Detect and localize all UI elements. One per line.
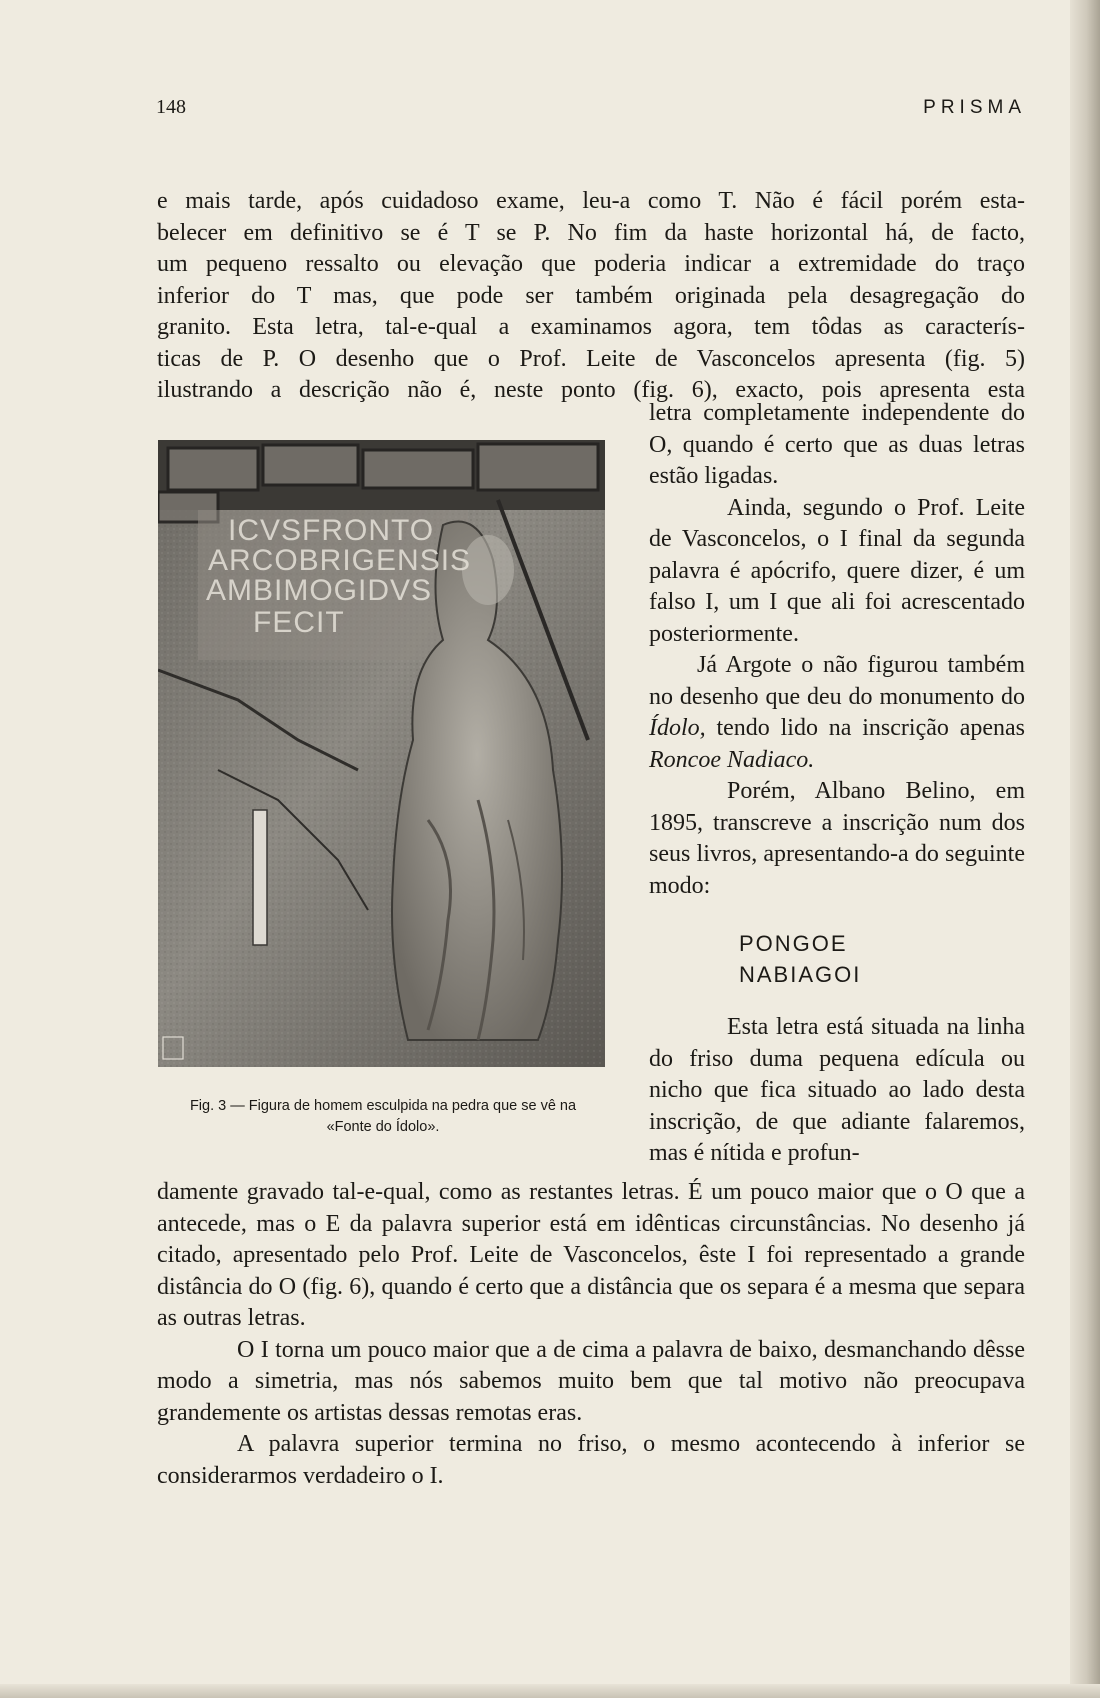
text-line: granito. Esta letra, tal-e-qual a examinamos agora, tem tôdas as caracterís- <box>157 314 1025 340</box>
paragraph: Ainda, segundo o Prof. Leite de Vasconcelos, o I final da segunda palavra é apócrifo, quere dizer, é um falso I, um I que ali foi acrescentado posteriormente. <box>649 494 1025 647</box>
paragraph <box>649 650 1025 776</box>
text-line: belecer em definitivo se é T se P. No fim da haste horizontal há, de facto, <box>157 219 1025 246</box>
inscription-block <box>739 928 879 990</box>
caption-line: «Fonte do Ídolo». <box>326 1119 440 1135</box>
top-text-block <box>157 186 1025 407</box>
paragraph: Porém, Albano Belino, em 1895, transcreve a inscrição num dos seus livros, apresentando-a do seguinte modo: <box>649 778 1025 899</box>
caption-line: Fig. 3 — Figura de homem esculpida na pedra que se vê na <box>189 1098 577 1114</box>
text-line: inferior do T mas, que pode ser também originada pela desagregação do <box>157 282 1025 309</box>
inscription-line: PONGOE <box>739 931 848 956</box>
paragraph: A palavra superior termina no friso, o mesmo acontecendo à inferior se considerarmos verdadeiro o I. <box>157 1431 1025 1489</box>
stone-inscription-line: ARCOBRIGENSIS <box>208 544 472 577</box>
text-line: um pequeno ressalto ou elevação que poderia indicar a extremidade do traço <box>157 251 1025 277</box>
text-line: e mais tarde, após cuidadoso exame, leu-a como T. Não é fácil porém esta- <box>157 188 1025 214</box>
side-text-column <box>649 398 1025 1170</box>
text-run: Já Argote o não figurou também no desenho que deu do monumento do <box>649 652 1025 710</box>
text-line: ticas de P. O desenho que o Prof. Leite de Vasconcelos apresenta (fig. 5) <box>157 345 1025 372</box>
journal-title: PRISMA <box>923 97 1026 118</box>
paragraph: O I torna um pouco maior que a de cima a palavra de baixo, desmanchando dêsse modo a simetria, mas nós sabemos muito bem que tal motivo não preocupava grandemente os artistas dessas remotas eras. <box>157 1336 1025 1426</box>
page-edge <box>1070 0 1100 1698</box>
stone-relief-photo <box>158 440 605 1067</box>
page-bottom-edge <box>0 1684 1100 1698</box>
paragraph: damente gravado tal-e-qual, como as restantes letras. É um pouco maior que o O que a antecede, mas o E da palavra superior está em idênticas circunstâncias. No desenho já citado, apresentado pelo Prof. Leite de Vasconcelos, êste I foi representado a grande distância do O (fig. 6), quando é certo que a distância que os separa é a mesma que separa as outras letras. <box>157 1179 1025 1331</box>
stone-inscription-line: FECIT <box>253 606 345 639</box>
text-run: tendo lido na inscrição apenas <box>705 715 1025 741</box>
inscription-line: NABIAGOI <box>739 962 862 987</box>
paragraph: letra completamente independente do O, quando é certo que as duas letras estão ligadas. <box>649 400 1025 489</box>
italic-quote: Roncoe Nadiaco. <box>649 746 815 773</box>
running-head <box>156 96 1026 119</box>
stone-inscription-line: AMBIMOGIDVS <box>206 574 433 607</box>
page-number: 148 <box>156 96 186 118</box>
figure-photo <box>158 440 605 1067</box>
italic-title: Ídolo, <box>649 715 706 741</box>
bottom-text-block <box>157 1177 1025 1492</box>
paragraph: Esta letra está situada na linha do friso duma pequena edícula ou nicho que fica situado ao lado desta inscrição, de que adiante falaremos, mas é nítida e profun- <box>649 1014 1025 1166</box>
text-line: ilustrando a descrição não é, neste ponto (fig. 6), exacto, pois apresenta esta <box>157 377 1025 403</box>
figure-caption <box>143 1096 623 1138</box>
stone-inscription-line: ICVSFRONTO <box>228 514 435 547</box>
